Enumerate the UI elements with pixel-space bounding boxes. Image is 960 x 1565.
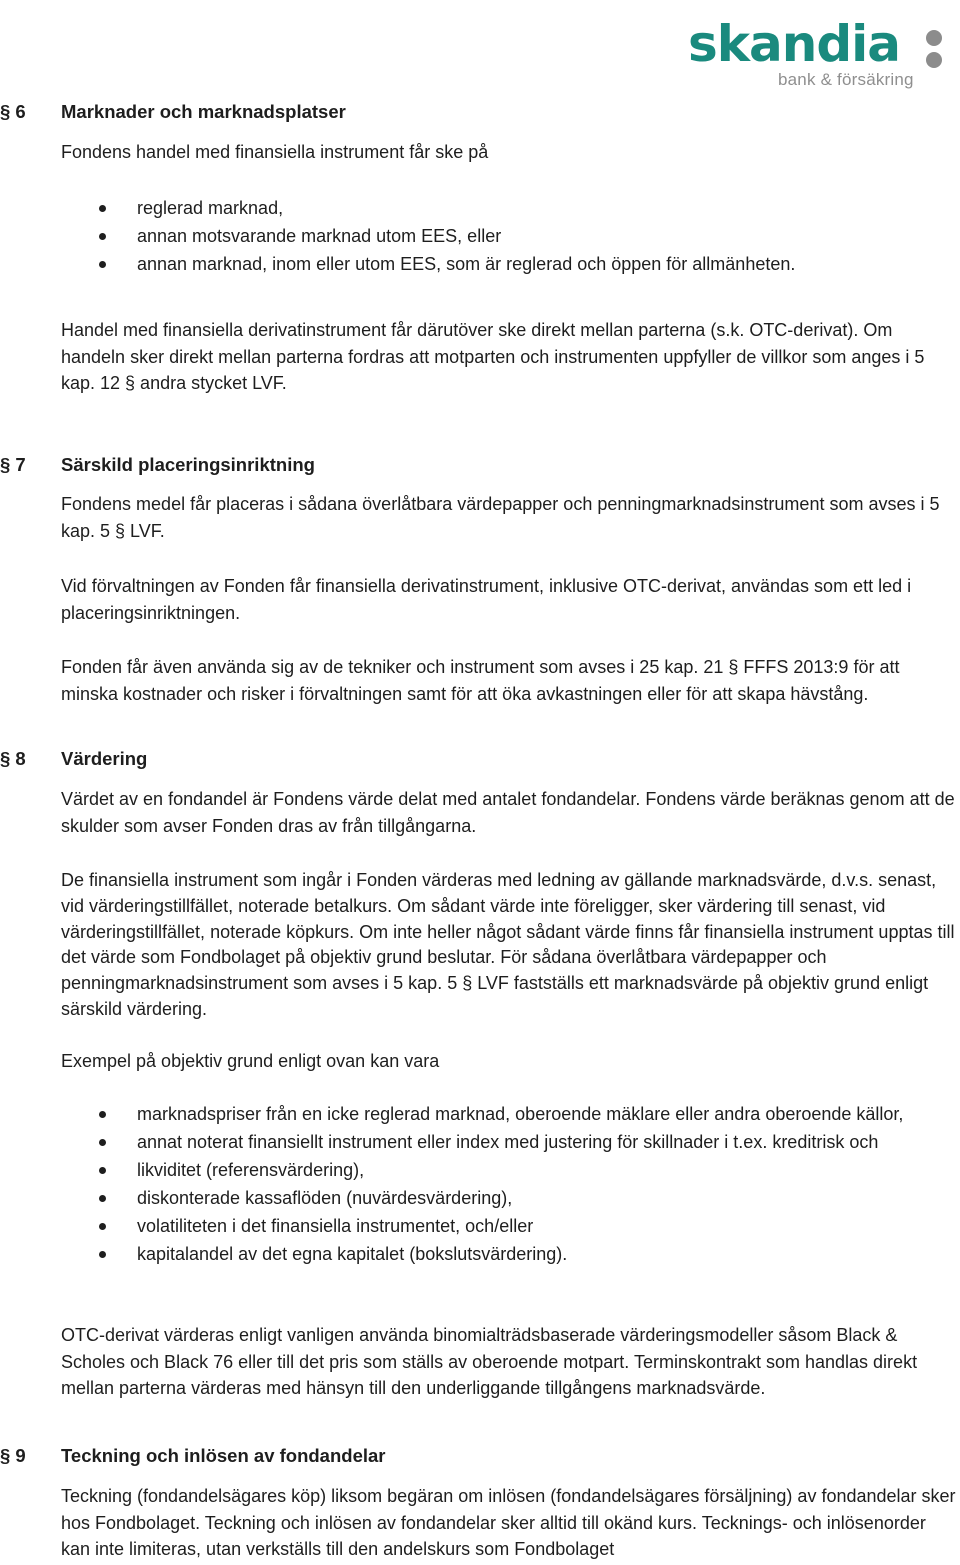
bullet-icon	[99, 261, 106, 268]
section-7-title: Särskild placeringsinriktning	[61, 454, 315, 475]
logo-tagline: bank & försäkring	[778, 70, 914, 89]
bullet-icon	[99, 1111, 106, 1118]
section-6-intro: Fondens handel med finansiella instrument får ske på	[61, 142, 489, 162]
section-8-paragraph-3: Exempel på objektiv grund enligt ovan kan vara	[61, 1051, 440, 1071]
bullet-icon	[99, 1195, 106, 1202]
section-6-paragraph: Handel med finansiella derivatinstrument får därutöver ske direkt mellan parterna (s.k. OTC-derivat). Om handeln sker direkt mellan parterna fordras att motparten och instrumenten uppfyller de villkor som anges i 5 kap. 12 § andra stycket LVF.	[61, 320, 925, 393]
skandia-logo	[688, 15, 950, 100]
section-9-number: § 9	[0, 1445, 26, 1466]
bullet-icon	[99, 1167, 106, 1174]
list-item: volatiliteten i det finansiella instrumentet, och/eller	[61, 1212, 956, 1240]
section-7-paragraph-1: Fondens medel får placeras i sådana överlåtbara värdepapper och penningmarknadsinstrument som avses i 5 kap. 5 § LVF.	[61, 494, 940, 541]
bullet-icon	[99, 233, 106, 240]
section-6-title: Marknader och marknadsplatser	[61, 101, 346, 122]
section-7-number: § 7	[0, 454, 26, 475]
section-8-number: § 8	[0, 748, 26, 769]
list-item: annan motsvarande marknad utom EES, eller	[61, 222, 956, 250]
list-item: annan marknad, inom eller utom EES, som är reglerad och öppen för allmänheten.	[61, 250, 956, 278]
list-item: reglerad marknad,	[61, 194, 956, 222]
section-9-title: Teckning och inlösen av fondandelar	[61, 1445, 386, 1466]
section-8-title: Värdering	[61, 748, 148, 769]
section-6-number: § 6	[0, 101, 26, 122]
section-8-paragraph-4: OTC-derivat värderas enligt vanligen använda binomialträdsbaserade värderingsmodeller såsom Black & Scholes och Black 76 eller till det pris som ställs av oberoende motpart. Terminskontrakt som handlas direkt mellan parterna värderas med hänsyn till den underliggande tillgångens marknadsvärde.	[61, 1325, 918, 1398]
list-item: kapitalandel av det egna kapitalet (bokslutsvärdering).	[61, 1240, 956, 1268]
section-9-paragraph-1: Teckning (fondandelsägares köp) liksom begäran om inlösen (fondandelsägares försäljning) av fondandelar sker hos Fondbolaget. Teckning och inlösen av fondandelar sker alltid till okänd kurs. Tecknings- och inlösenorder kan inte limiteras, utan verkställs till den andelskurs som Fondbolaget	[61, 1486, 956, 1559]
list-item: likviditet (referensvärdering),	[61, 1156, 956, 1184]
list-item: marknadspriser från en icke reglerad marknad, oberoende mäklare eller andra oberoende källor,	[61, 1100, 956, 1128]
section-6-bullet-list	[61, 194, 956, 278]
list-item: annat noterat finansiellt instrument eller index med justering för skillnader i t.ex. kreditrisk och	[61, 1128, 956, 1156]
bullet-icon	[99, 205, 106, 212]
bullet-icon	[99, 1139, 106, 1146]
section-7-paragraph-3: Fonden får även använda sig av de tekniker och instrument som avses i 25 kap. 21 § FFFS 2013:9 för att minska kostnader och risker i förvaltningen samt för att öka avkastningen eller för att skapa hävstång.	[61, 657, 900, 704]
bullet-icon	[99, 1251, 106, 1258]
section-7-paragraph-2: Vid förvaltningen av Fonden får finansiella derivatinstrument, inklusive OTC-derivat, användas som ett led i placeringsinriktningen.	[61, 576, 912, 623]
logo-wordmark: skandia	[688, 15, 901, 73]
section-8-paragraph-1: Värdet av en fondandel är Fondens värde delat med antalet fondandelar. Fondens värde beräknas genom att de skulder som avser Fonden dras av från tillgångarna.	[61, 789, 955, 836]
section-8-bullet-list	[61, 1100, 956, 1268]
section-8-paragraph-2: De finansiella instrument som ingår i Fonden värderas med ledning av gällande marknadsvärde, d.v.s. senast, vid värderingstillfället, noterade betalkurs. Om sådant värde inte föreligger, sker värdering till senast, vid värderingstillfället, noterade köpkurs. Om inte heller något sådant värde finns får finansiella instrument upptas till det värde som Fondbolaget på objektiv grund beslutar. För sådana överlåtbara värdepapper och penningmarknadsinstrument som avses i 5 kap. 5 § LVF fastställs ett marknadsvärde på objektiv grund enligt särskild värdering.	[61, 870, 955, 1019]
list-item: diskonterade kassaflöden (nuvärdesvärdering),	[61, 1184, 956, 1212]
logo-dots-icon	[924, 30, 944, 70]
bullet-icon	[99, 1223, 106, 1230]
